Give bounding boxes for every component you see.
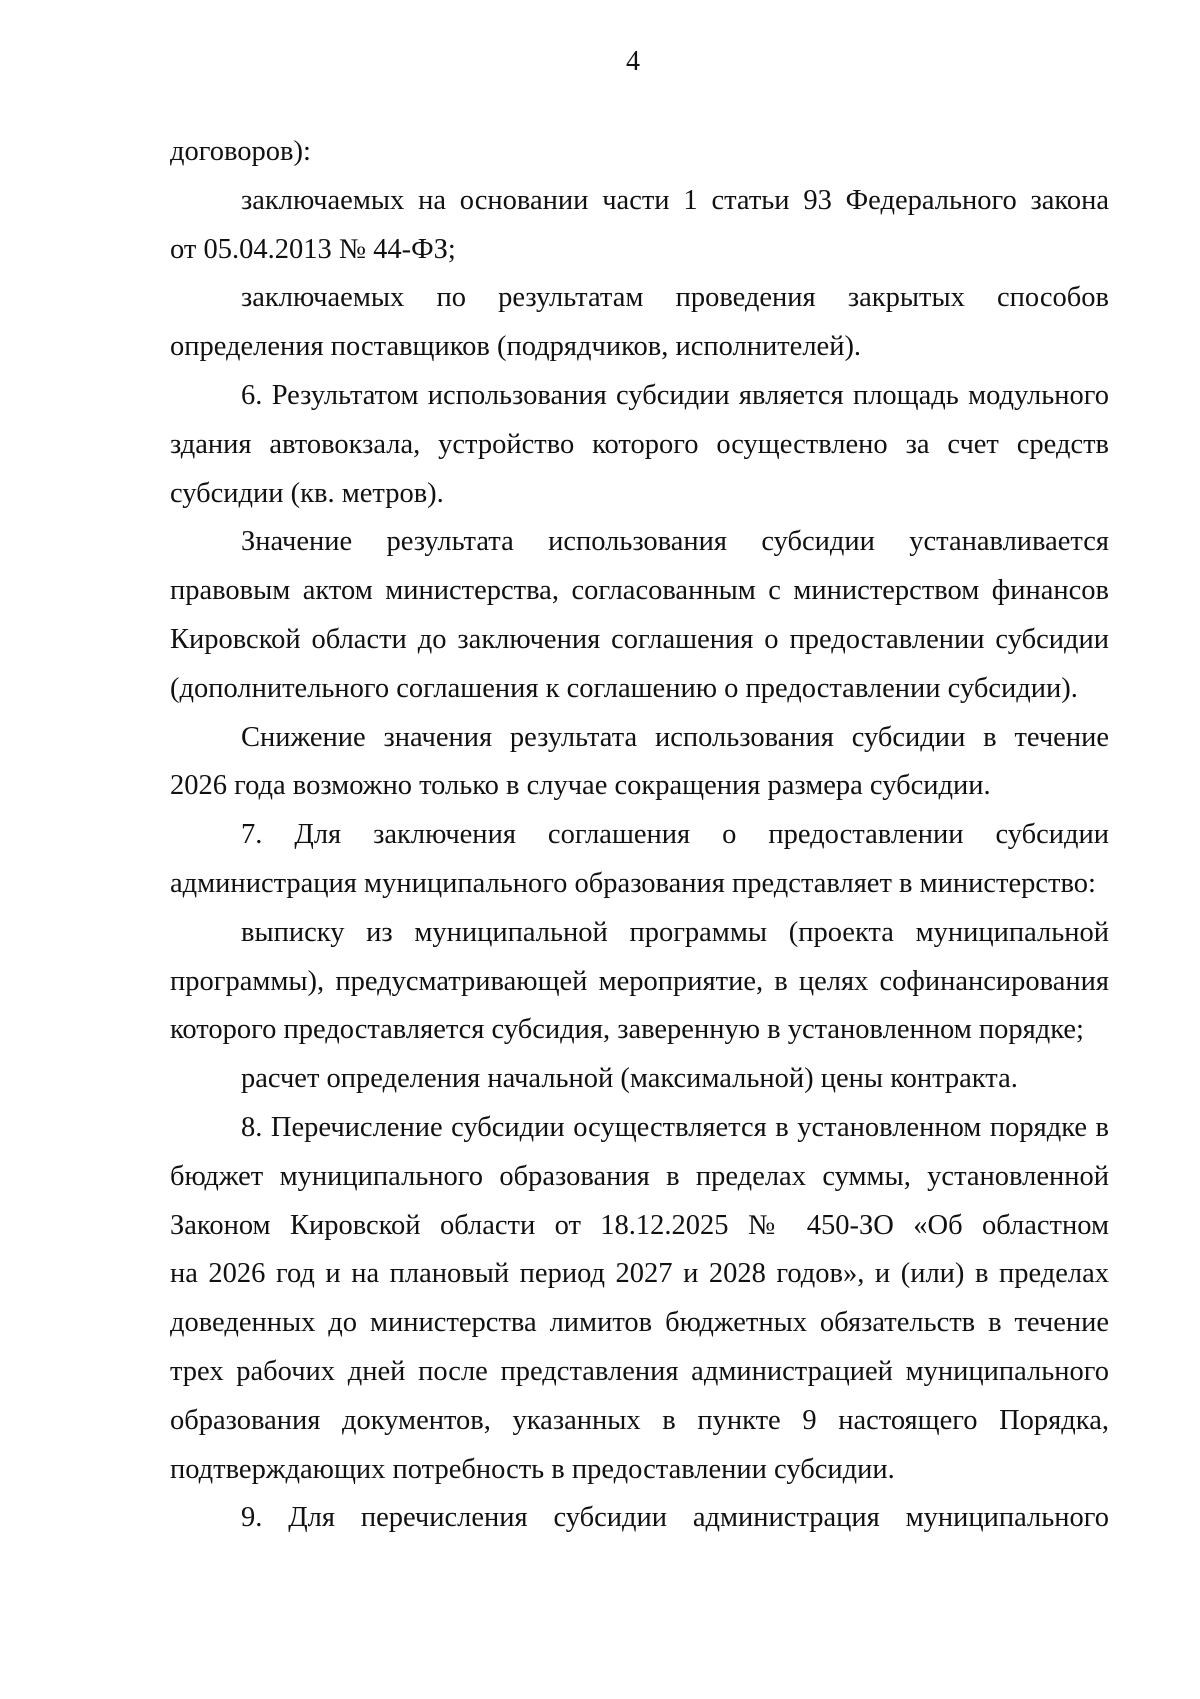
page-number: 4: [626, 46, 640, 77]
paragraph: [170, 372, 1109, 518]
text-line: (дополнительного соглашения к соглашению о предоставлении субсидии).: [170, 672, 1078, 704]
text-line: бюджет муниципального образования в пределах суммы, установленной: [170, 1160, 1109, 1192]
text-line: 7. Для заключения соглашения о предоставлении субсидии: [241, 819, 1109, 851]
paragraph: [170, 909, 1109, 1055]
paragraph: [170, 714, 1109, 812]
text-line: Кировской области до заключения соглашения о предоставлении субсидии: [170, 623, 1109, 655]
text-line: определения поставщиков (подрядчиков, исполнителей).: [170, 331, 862, 363]
paragraph: [170, 177, 1109, 275]
text-line: договоров):: [170, 136, 311, 167]
text-line: администрация муниципального образования представляет в министерство:: [170, 867, 1096, 899]
text-line: программы), предусматривающей мероприятие, в целях софинансирования: [170, 965, 1109, 997]
document-body: [170, 128, 1109, 1543]
text-line: от 05.04.2013 № 44-ФЗ;: [170, 233, 456, 265]
text-line: на 2026 год и на плановый период 2027 и 2028 годов», и (или) в пределах: [170, 1258, 1109, 1290]
paragraph: [170, 518, 1109, 713]
text-line: Снижение значения результата использования субсидии в течение: [241, 721, 1109, 753]
text-line: заключаемых по результатам проведения закрытых способов: [241, 282, 1109, 314]
text-line: выписку из муниципальной программы (проекта муниципальной: [241, 916, 1109, 948]
text-line: подтверждающих потребность в предоставлении субсидии.: [170, 1453, 895, 1485]
paragraph: [170, 1494, 1109, 1543]
text-line: образования документов, указанных в пункте 9 настоящего Порядка,: [170, 1404, 1109, 1436]
text-line: доведенных до министерства лимитов бюджетных обязательств в течение: [170, 1307, 1109, 1339]
paragraph: [170, 128, 1109, 177]
paragraph: [170, 1104, 1109, 1494]
text-line: здания автовокзала, устройство которого осуществлено за счет средств: [170, 428, 1109, 460]
text-line: Законом Кировской области от 18.12.2025 № 450-ЗО «Об областном: [170, 1209, 1109, 1241]
text-line: Значение результата использования субсидии устанавливается: [241, 526, 1109, 558]
text-line: 2026 года возможно только в случае сокращения размера субсидии.: [170, 770, 991, 802]
text-line: 8. Перечисление субсидии осуществляется в установленном порядке в: [241, 1111, 1109, 1143]
text-line: правовым актом министерства, согласованным с министерством финансов: [170, 575, 1109, 607]
text-line: субсидии (кв. метров).: [170, 477, 444, 509]
text-line: расчет определения начальной (максимальной) цены контракта.: [241, 1063, 1018, 1095]
paragraph: [170, 811, 1109, 909]
text-line: 6. Результатом использования субсидии является площадь модульного: [241, 379, 1109, 411]
text-line: 9. Для перечисления субсидии администрация муниципального: [241, 1502, 1109, 1534]
text-line: трех рабочих дней после представления администрацией муниципального: [170, 1355, 1109, 1387]
paragraph: [170, 274, 1109, 372]
paragraph: [170, 1055, 1109, 1104]
text-line: заключаемых на основании части 1 статьи 93 Федерального закона: [241, 184, 1109, 216]
text-line: которого предоставляется субсидия, заверенную в установленном порядке;: [170, 1014, 1084, 1046]
